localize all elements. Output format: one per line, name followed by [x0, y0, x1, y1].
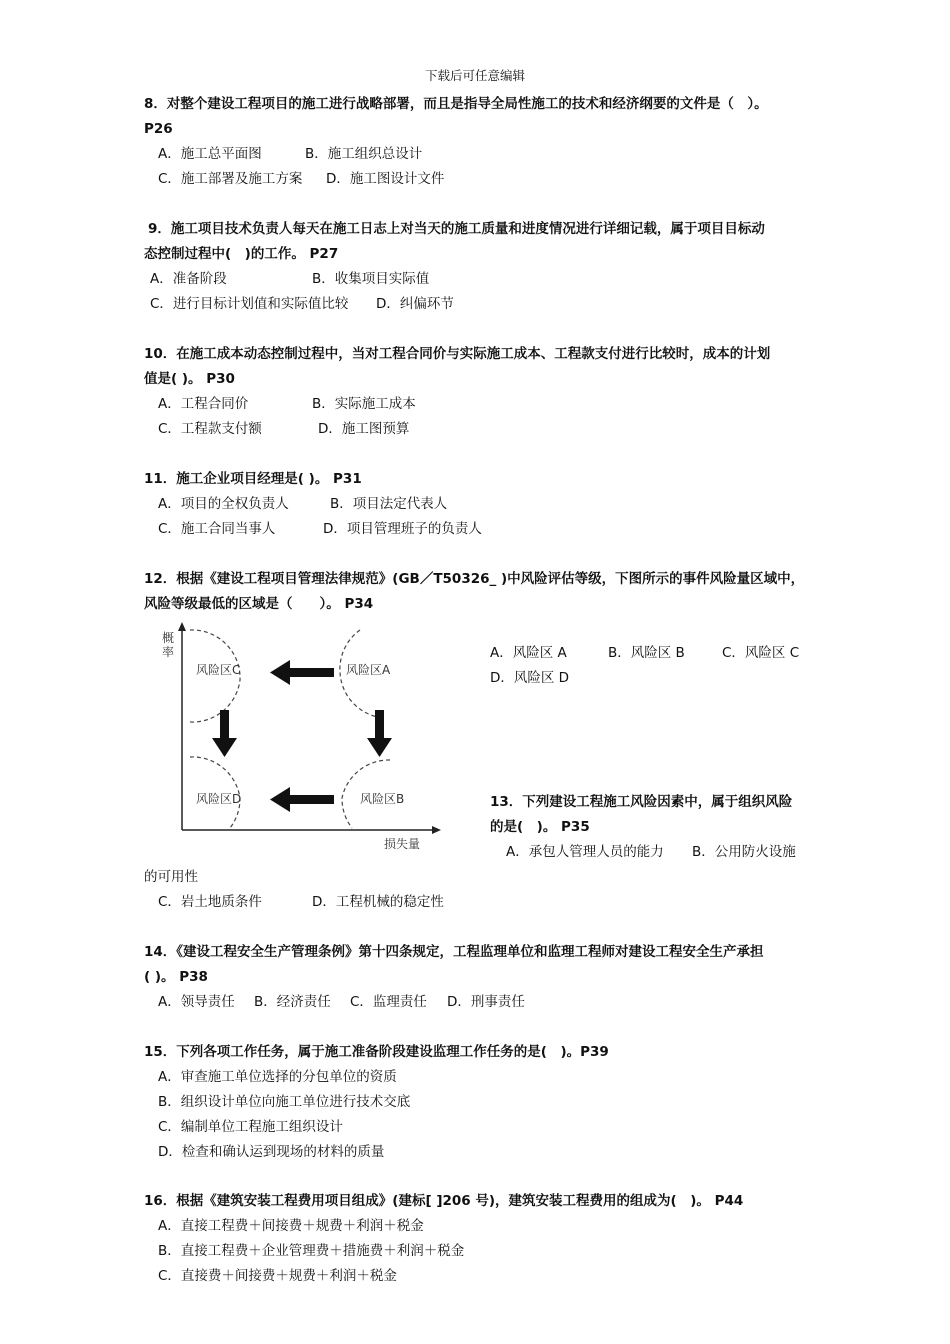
q13-option-b-continued: 的可用性 — [144, 869, 198, 885]
q16-option-b: B．直接工程费＋企业管理费＋措施费＋利润＋税金 — [158, 1243, 465, 1259]
y-axis-label-char2: 率 — [162, 645, 175, 659]
q9-option-a: A．准备阶段 — [150, 271, 227, 287]
q12-option-b: B．风险区 B — [608, 645, 685, 661]
q8-stem-line2: P26 — [144, 121, 173, 137]
q12-stem-line2: 风险等级最低的区域是（ ）。 P34 — [144, 596, 374, 612]
arrow-a-to-c — [270, 660, 334, 685]
q10-stem-line1: 10．在施工成本动态控制过程中，当对工程合同价与实际施工成本、工程款支付进行比较时，成本的计划 — [144, 346, 771, 362]
q10-option-c: C．工程款支付额 — [158, 421, 262, 437]
q9-option-c: C．进行目标计划值和实际值比较 — [150, 296, 349, 312]
y-axis-arrowhead — [178, 622, 186, 631]
q12-option-a: A．风险区 A — [490, 645, 567, 661]
q15-option-b: B．组织设计单位向施工单位进行技术交底 — [158, 1094, 411, 1110]
q14-option-b: B．经济责任 — [254, 994, 331, 1010]
q13-stem-line1: 13．下列建设工程施工风险因素中，属于组织风险 — [490, 794, 793, 810]
x-axis-label: 损失量 — [384, 837, 421, 851]
q15-option-a: A．审查施工单位选择的分包单位的资质 — [158, 1069, 397, 1085]
q10-option-b: B．实际施工成本 — [312, 396, 416, 412]
q13-option-a: A．承包人管理人员的能力 — [506, 844, 664, 860]
q13-option-b: B．公用防火设施 — [692, 844, 796, 860]
risk-zone-diagram — [160, 622, 450, 862]
zone-c-label: 风险区C — [196, 663, 241, 677]
q9-option-b: B．收集项目实际值 — [312, 271, 430, 287]
q12-option-d: D．风险区 D — [490, 670, 570, 686]
q8-option-b: B．施工组织总设计 — [305, 146, 423, 162]
zone-b-label: 风险区B — [360, 792, 405, 806]
zone-a-label: 风险区A — [346, 663, 391, 677]
arrow-c-to-d — [212, 710, 237, 757]
q16-option-a: A．直接工程费＋间接费＋规费＋利润＋税金 — [158, 1218, 424, 1234]
q11-stem-line1: 11．施工企业项目经理是( )。 P31 — [144, 471, 362, 487]
q9-stem-line2: 态控制过程中( )的工作。 P27 — [144, 246, 339, 262]
q14-stem-line2: ( )。 P38 — [144, 969, 208, 985]
y-axis-label-char1: 概 — [162, 631, 175, 645]
q11-option-c: C．施工合同当事人 — [158, 521, 276, 537]
arrow-b-to-d — [270, 787, 334, 812]
q11-option-d: D．项目管理班子的负责人 — [323, 521, 482, 537]
q15-option-c: C．编制单位工程施工组织设计 — [158, 1119, 343, 1135]
page-header: 下载后可任意编辑 — [424, 68, 525, 83]
q14-option-d: D．刑事责任 — [447, 994, 525, 1010]
q11-option-b: B．项目法定代表人 — [330, 496, 448, 512]
q14-option-c: C．监理责任 — [350, 994, 427, 1010]
q13-option-c: C．岩土地质条件 — [158, 894, 262, 910]
q16-stem-line1: 16．根据《建筑安装工程费用项目组成》(建标[ ]206 号)，建筑安装工程费用的组成为( )。 P44 — [144, 1193, 744, 1209]
q8-option-c: C．施工部署及施工方案 — [158, 171, 303, 187]
q8-option-a: A．施工总平面图 — [158, 146, 262, 162]
q10-option-d: D．施工图预算 — [318, 421, 410, 437]
q15-stem-line1: 15．下列各项工作任务，属于施工准备阶段建设监理工作任务的是( )。P39 — [144, 1044, 609, 1060]
q9-option-d: D．纠偏环节 — [376, 296, 454, 312]
q10-option-a: A．工程合同价 — [158, 396, 249, 412]
q8-option-d: D．施工图设计文件 — [326, 171, 445, 187]
q11-option-a: A．项目的全权负责人 — [158, 496, 289, 512]
q14-option-a: A．领导责任 — [158, 994, 235, 1010]
q15-option-d: D．检查和确认运到现场的材料的质量 — [158, 1144, 385, 1160]
zone-d-label: 风险区D — [196, 792, 242, 806]
q9-stem-line1: 9．施工项目技术负责人每天在施工日志上对当天的施工质量和进度情况进行详细记载，属于项目目标动 — [148, 221, 765, 237]
x-axis-arrowhead — [432, 826, 441, 834]
q13-stem-line2: 的是( )。 P35 — [490, 819, 590, 835]
q12-option-c: C．风险区 C — [722, 645, 800, 661]
q13-option-d: D．工程机械的稳定性 — [312, 894, 444, 910]
q8-stem-line1: 8．对整个建设工程项目的施工进行战略部署，而且是指导全局性施工的技术和经济纲要的文件是（ ）。 — [144, 96, 768, 112]
q16-option-c: C．直接费＋间接费＋规费＋利润＋税金 — [158, 1268, 397, 1284]
q10-stem-line2: 值是( )。 P30 — [144, 371, 235, 387]
q12-stem-line1: 12．根据《建设工程项目管理法律规范》(GB／T50326_ )中风险评估等级，下图所示的事件风险量区域中， — [144, 571, 805, 587]
arrow-a-to-b — [367, 710, 392, 757]
q14-stem-line1: 14．《建设工程安全生产管理条例》第十四条规定，工程监理单位和监理工程师对建设工程安全生产承担 — [144, 944, 764, 960]
